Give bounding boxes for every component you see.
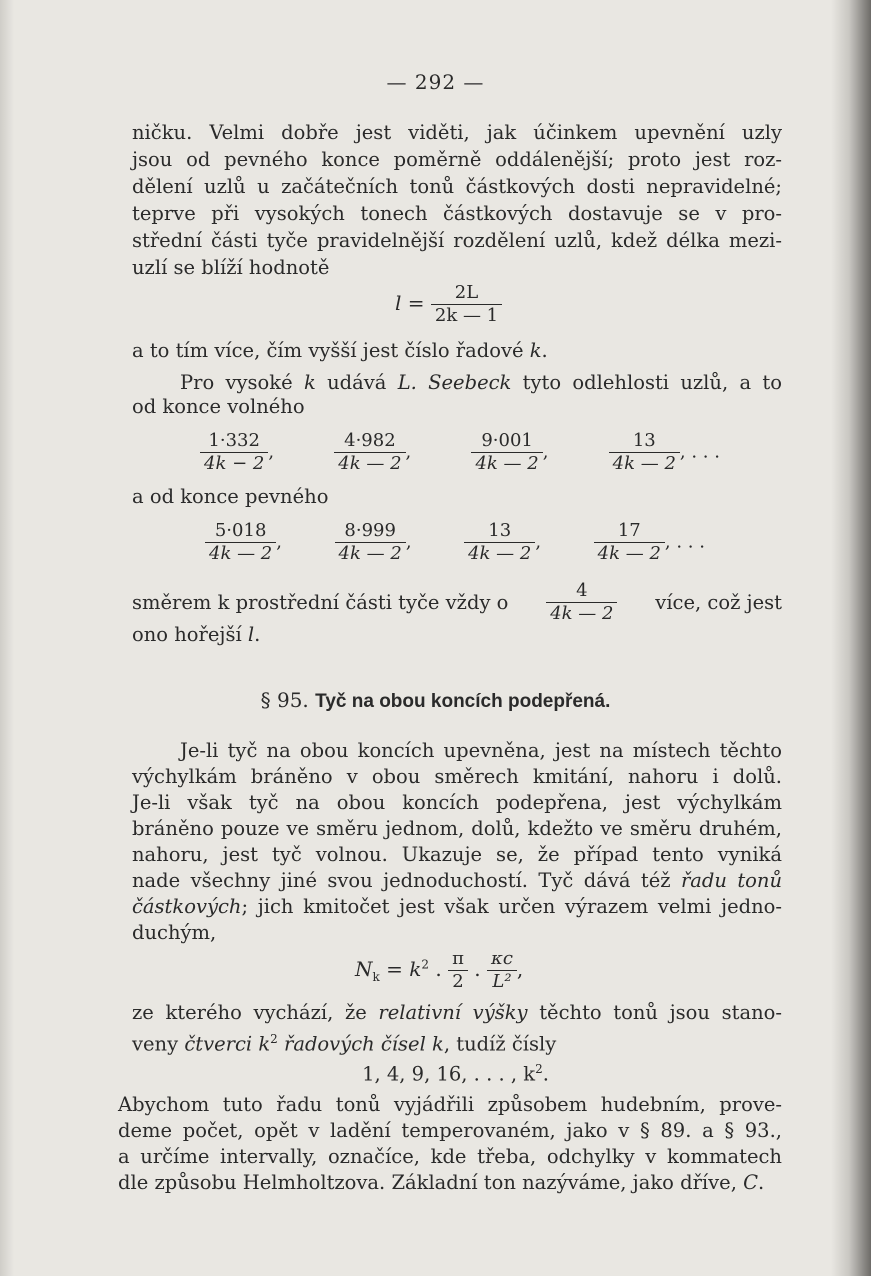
fraction-item: [464, 520, 541, 565]
text-span: .: [541, 339, 548, 362]
formula-equals: = k: [379, 957, 422, 981]
fraction-numerator: 4·982: [334, 430, 405, 453]
fraction-row-fixed-end: [205, 518, 705, 566]
text-span: dle způsobu Helmholtzova. Základní ton nazýváme, jako dříve,: [118, 1171, 744, 1194]
text-line: bráněno pouze ve směru jednom, dolů, kdežto ve směru druhém,: [132, 817, 782, 840]
fraction: [609, 430, 680, 475]
fraction-item: [334, 430, 411, 475]
text-span: tyto odlehlosti uzlů, a to: [511, 371, 782, 394]
text-line: střední části tyče pravidelnější rozdělení uzlů, kdež délka mezi-: [132, 229, 782, 252]
fraction-denominator: 2: [452, 971, 464, 992]
separator: ,: [542, 441, 549, 462]
section-heading: [0, 688, 871, 713]
text-line: od konce volného: [132, 395, 305, 418]
page-left-shadow: [0, 0, 14, 1276]
text-line: výchylkám bráněno v obou směrech kmitání, nahoru i dolů.: [132, 765, 782, 788]
fraction: [487, 948, 517, 993]
text-span: .: [758, 1171, 765, 1194]
punctuation: .: [542, 1062, 549, 1086]
text-span: .: [254, 623, 261, 646]
text-line: jsou od pevného konce poměrně oddálenější; proto jest roz-: [132, 148, 782, 171]
text-line: [132, 894, 782, 920]
separator: ,: [535, 531, 542, 552]
formula-fraction: [431, 282, 502, 327]
number-series: [20, 1056, 871, 1088]
formula-lhs: l =: [395, 291, 425, 315]
operator: .: [467, 957, 488, 981]
text-span: veny: [132, 1032, 185, 1056]
fraction-numerator: 5·018: [205, 520, 276, 543]
fraction-numerator: 8·999: [335, 520, 406, 543]
fraction-row-free-end: [200, 428, 720, 476]
emphasis: řadu tonů: [680, 869, 783, 892]
fraction: [448, 948, 468, 993]
text-span: nade všechny jiné svou jednoduchostí. Tyč dává též: [132, 869, 671, 892]
text-span: ; jich kmitočet jest však určen výrazem velmi jedno-: [241, 895, 782, 918]
fraction-item: [335, 520, 412, 565]
text-line-with-fraction: [132, 580, 782, 625]
text-span: těchto tonů jsou stano-: [527, 1001, 782, 1024]
text-line: Abychom tuto řadu tonů vyjádřili způsobem hudebním, prove-: [118, 1093, 782, 1116]
fraction-denominator: 4k — 2: [338, 542, 402, 564]
fraction: [334, 430, 405, 475]
fraction: [335, 520, 406, 565]
fraction-numerator: 2L: [431, 282, 502, 305]
separator: ,: [276, 531, 282, 552]
fraction-denominator: 4k — 2: [550, 603, 614, 624]
formula-node-distance: [395, 282, 502, 327]
subscript: k: [372, 970, 380, 984]
fraction-denominator: 4k — 2: [468, 542, 532, 564]
series-text: 1, 4, 9, 16, . . . , k: [362, 1062, 536, 1086]
operator: .: [429, 957, 449, 981]
fraction-numerator: 13: [464, 520, 535, 543]
page-number: — 292 —: [386, 70, 485, 94]
text-line: Je-li však tyč na obou koncích podepřena, jest výchylkám: [132, 791, 782, 814]
fraction-numerator: 17: [594, 520, 665, 543]
fraction-numerator: 13: [609, 430, 680, 453]
variable-k: k: [303, 371, 316, 394]
section-number: § 95.: [260, 688, 309, 712]
superscript: 2: [421, 957, 430, 972]
fraction-denominator: 4k — 2: [338, 452, 402, 474]
fraction-denominator: 4k — 2: [597, 542, 661, 564]
text-span: a to tím více, čím vyšší jest číslo řadové: [132, 339, 530, 362]
text-line: [180, 370, 782, 396]
fraction-denominator: 4k — 2: [209, 542, 273, 564]
text-line: [118, 1170, 764, 1196]
formula-frequency: [355, 948, 523, 993]
fraction-numerator: 1·332: [200, 430, 268, 453]
fraction-item: [594, 520, 705, 565]
fraction-denominator: 2k — 1: [434, 305, 499, 326]
variable-C: C: [743, 1171, 759, 1194]
punctuation: ,: [516, 957, 524, 981]
separator: , . . .: [679, 441, 720, 462]
fraction-item: [609, 430, 720, 475]
text-span: ze kterého vychází, že: [132, 1001, 379, 1024]
formula-lhs: N: [355, 957, 373, 981]
text-line: Je-li tyč na obou koncích upevněna, jest na místech těchto: [180, 739, 782, 762]
author-name: L. Seebeck: [397, 371, 512, 394]
text-line: a určíme intervally, označíce, kde třeba, odchylky v kommatech: [118, 1145, 782, 1168]
variable-k: k: [529, 339, 542, 362]
fraction: [200, 430, 268, 475]
separator: ,: [268, 441, 275, 462]
fraction: [464, 520, 535, 565]
fraction-denominator: 4k — 2: [475, 452, 539, 474]
text-line: [132, 868, 782, 894]
emphasis: částkových: [132, 895, 242, 918]
fraction: [471, 430, 542, 475]
variable-l: l: [247, 623, 255, 646]
text-line: [132, 338, 782, 364]
fraction: [594, 520, 665, 565]
fraction-numerator: 4: [546, 580, 617, 603]
fraction-numerator: π: [448, 948, 468, 971]
text-line: a od konce pevného: [132, 485, 329, 508]
separator: , . . .: [664, 531, 705, 552]
fraction-denominator: 4k — 2: [612, 452, 676, 474]
fraction-numerator: κc: [487, 948, 517, 971]
text-line: deme počet, opět v ladění temperovaném, jako v § 89. a § 93.,: [118, 1119, 782, 1142]
text-line: dělení uzlů u začátečních tonů částkových dosti nepravidelné;: [132, 175, 782, 198]
fraction-item: [471, 430, 548, 475]
fraction: [205, 520, 276, 565]
fraction-numerator: 9·001: [471, 430, 542, 453]
superscript: 2: [535, 1062, 543, 1076]
text-line: [132, 1026, 782, 1058]
emphasis: relativní výšky: [378, 1001, 528, 1024]
text-line: uzlí se blíží hodnotě: [132, 256, 330, 279]
separator: ,: [405, 531, 412, 552]
emphasis: řadových čísel k: [277, 1032, 444, 1056]
text-line: teprve při vysokých tonech částkových dostavuje se v pro-: [132, 202, 782, 225]
text-span: udává: [315, 371, 398, 394]
fraction-item: [205, 520, 282, 565]
text-line: ničku. Velmi dobře jest viděti, jak účinkem upevnění uzly: [132, 121, 782, 144]
text-line: duchým,: [132, 921, 217, 944]
fraction: [546, 580, 617, 625]
fraction-denominator: L²: [492, 971, 512, 992]
superscript: 2: [270, 1032, 278, 1046]
fraction-denominator: 4k − 2: [204, 452, 265, 474]
text-span: ono hořejší: [132, 623, 248, 646]
emphasis: čtverci k: [184, 1032, 271, 1056]
text-span: více, což jest: [655, 591, 782, 614]
text-span: , tudíž čísly: [443, 1032, 557, 1056]
text-line: [132, 1000, 782, 1026]
text-span: Pro vysoké: [180, 371, 304, 394]
text-span: směrem k prostřední části tyče vždy o: [132, 591, 509, 614]
text-line: nahoru, jest tyč volnou. Ukazuje se, že případ tento vyniká: [132, 843, 782, 866]
text-line: [132, 622, 782, 648]
separator: ,: [405, 441, 412, 462]
fraction-item: [200, 430, 274, 475]
section-title: Tyč na obou koncích podepřená.: [315, 691, 611, 712]
